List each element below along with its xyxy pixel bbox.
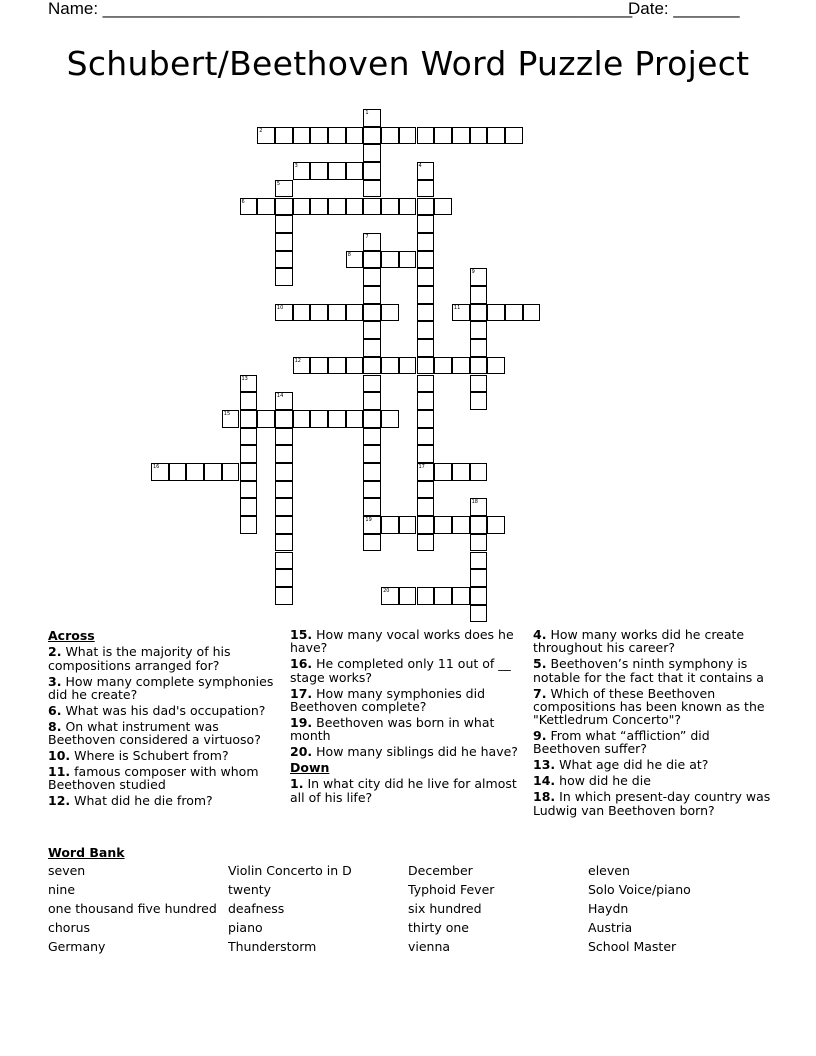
crossword-cell[interactable]	[275, 445, 293, 463]
crossword-cell[interactable]	[363, 127, 381, 145]
word-bank-item: piano	[228, 920, 263, 935]
crossword-cell[interactable]	[257, 410, 275, 428]
clue-number: 16	[153, 464, 160, 470]
word-bank-item: School Master	[588, 939, 677, 954]
across-clue-20: 20. How many siblings did he have?	[290, 744, 518, 760]
crossword-cell[interactable]	[240, 481, 258, 499]
clue-number: 9	[471, 269, 475, 276]
crossword-cell[interactable]	[275, 215, 293, 233]
crossword-cell[interactable]	[363, 428, 381, 446]
crossword-cell[interactable]	[363, 481, 381, 499]
crossword-cell[interactable]	[240, 375, 258, 393]
page-title: Schubert/Beethoven Word Puzzle Project	[66, 44, 750, 83]
crossword-cell[interactable]	[417, 304, 435, 322]
crossword-cell[interactable]	[310, 127, 328, 145]
crossword-cell[interactable]	[275, 534, 293, 552]
crossword-cell[interactable]	[434, 357, 452, 375]
across-clue-11: 11. famous composer with whom Beethoven studied	[48, 764, 259, 793]
crossword-cell[interactable]	[275, 428, 293, 446]
clue-number: 13	[241, 375, 248, 382]
clue-number: 8	[347, 251, 351, 258]
across-clue-19: 19. Beethoven was born in what month	[290, 714, 495, 744]
crossword-cell[interactable]	[363, 233, 381, 251]
crossword-cell[interactable]	[240, 410, 258, 428]
clue-number: 18	[471, 499, 478, 506]
word-bank-item: nine	[48, 882, 76, 897]
crossword-cell[interactable]	[275, 481, 293, 499]
crossword-cell[interactable]	[434, 463, 452, 481]
crossword-cell[interactable]	[275, 198, 293, 216]
crossword-cell[interactable]	[417, 233, 435, 251]
crossword-cell[interactable]	[275, 569, 293, 587]
down-heading: Down	[290, 760, 330, 776]
crossword-cell[interactable]	[487, 127, 505, 145]
crossword-cell[interactable]	[417, 516, 435, 534]
across-clue-15: 15. How many vocal works does he have?	[290, 627, 514, 656]
crossword-cell[interactable]	[417, 286, 435, 304]
across-clue-17: 17. How many symphonies did Beethoven complete?	[290, 685, 486, 714]
clue-number: 5	[276, 180, 281, 187]
crossword-cell[interactable]	[363, 198, 381, 216]
crossword-cell[interactable]	[293, 198, 311, 216]
crossword-cell[interactable]	[417, 463, 435, 481]
crossword-cell[interactable]	[470, 569, 488, 587]
clue-number: 2	[259, 127, 263, 134]
crossword-cell[interactable]	[417, 162, 435, 180]
clue-number: 14	[276, 393, 284, 400]
word-bank-column-4	[588, 863, 691, 958]
word-bank-item: seven	[48, 863, 86, 878]
crossword-cell[interactable]	[417, 375, 435, 393]
word-bank-item: thirty one	[408, 920, 469, 935]
crossword-cell[interactable]	[363, 180, 381, 198]
crossword-cell[interactable]	[417, 410, 435, 428]
crossword-cell[interactable]	[399, 587, 417, 605]
crossword-cell[interactable]	[275, 127, 293, 145]
clues-column-2	[290, 628, 524, 807]
crossword-cell[interactable]	[275, 410, 293, 428]
across-clue-16: 16. He completed only 11 out of __ stage works?	[290, 656, 511, 685]
word-bank-item: chorus	[48, 920, 91, 935]
crossword-cell[interactable]	[240, 445, 258, 463]
crossword-cell[interactable]	[363, 445, 381, 463]
down-clue-1: 1. In what city did he live for almost all of his life?	[290, 776, 517, 805]
crossword-cell[interactable]	[399, 357, 417, 375]
crossword-cell[interactable]	[275, 463, 293, 481]
crossword-cell[interactable]	[363, 251, 381, 269]
clues-column-3	[533, 628, 773, 820]
crossword-cell[interactable]	[328, 162, 346, 180]
crossword-cell[interactable]	[363, 268, 381, 286]
crossword-cell[interactable]	[417, 392, 435, 410]
crossword-cell[interactable]	[363, 339, 381, 357]
word-bank-item: one thousand five hundred	[48, 901, 217, 916]
crossword-cell[interactable]	[363, 109, 381, 127]
crossword-cell[interactable]	[452, 463, 470, 481]
across-clue-10: 10. Where is Schubert from?	[48, 748, 229, 764]
crossword-cell[interactable]	[257, 198, 275, 216]
crossword-cell[interactable]	[328, 198, 346, 216]
crossword-cell[interactable]	[346, 127, 364, 145]
clue-number: 3	[294, 163, 298, 170]
crossword-cell[interactable]	[363, 463, 381, 481]
crossword-cell[interactable]	[470, 587, 488, 605]
crossword-cell[interactable]	[275, 233, 293, 251]
crossword-cell[interactable]	[417, 498, 435, 516]
across-clue-6: 6. What was his dad's occupation?	[48, 702, 266, 718]
crossword-cell[interactable]	[505, 304, 523, 322]
crossword-cell[interactable]	[399, 251, 417, 269]
crossword-cell[interactable]	[470, 304, 488, 322]
crossword-cell[interactable]	[470, 357, 488, 375]
crossword-cell[interactable]	[363, 392, 381, 410]
down-clue-4: 4. How many works did he create throughout his career?	[533, 627, 745, 656]
crossword-cell[interactable]	[470, 321, 488, 339]
crossword-cell[interactable]	[470, 552, 488, 570]
date-label: Date: _______	[628, 0, 740, 18]
crossword-cell[interactable]	[381, 304, 399, 322]
crossword-cell[interactable]	[417, 587, 435, 605]
word-bank-item: Germany	[48, 939, 106, 954]
clue-number: 12	[294, 357, 301, 364]
crossword-cell[interactable]	[417, 428, 435, 446]
crossword-cell[interactable]	[434, 516, 452, 534]
crossword-cell[interactable]	[328, 410, 346, 428]
down-clue-18: 18. In which present-day country was Ludwig van Beethoven born?	[533, 789, 771, 818]
crossword-cell[interactable]	[399, 198, 417, 216]
crossword-cell[interactable]	[470, 605, 488, 623]
crossword-cell[interactable]	[470, 127, 488, 145]
clue-number: 7	[365, 233, 369, 240]
crossword-cell[interactable]	[275, 180, 293, 198]
crossword-cell[interactable]	[381, 357, 399, 375]
crossword-cell[interactable]	[434, 127, 452, 145]
crossword-cell[interactable]	[487, 516, 505, 534]
word-bank-item: Typhoid Fever	[408, 882, 495, 897]
word-bank-item: Thunderstorm	[228, 939, 317, 954]
clue-number: 19	[365, 517, 372, 524]
word-bank-item: Violin Concerto in D	[228, 863, 352, 878]
crossword-cell[interactable]	[346, 162, 364, 180]
word-bank-heading: Word Bank	[48, 845, 125, 860]
crossword-cell[interactable]	[240, 516, 258, 534]
crossword-cell[interactable]	[310, 162, 328, 180]
down-clue-13: 13. What age did he die at?	[533, 757, 709, 773]
crossword-cell[interactable]	[293, 410, 311, 428]
crossword-cell[interactable]	[452, 304, 470, 322]
crossword-cell[interactable]	[505, 127, 523, 145]
crossword-cell[interactable]	[204, 463, 222, 481]
crossword-cell[interactable]	[293, 162, 311, 180]
crossword-cell[interactable]	[523, 304, 541, 322]
crossword-cell[interactable]	[434, 198, 452, 216]
crossword-cell[interactable]	[452, 516, 470, 534]
crossword-cell[interactable]	[328, 357, 346, 375]
crossword-cell[interactable]	[470, 463, 488, 481]
down-clue-7: 7. Which of these Beethoven compositions has been known as the "Kettledrum Concerto"?	[533, 685, 765, 728]
word-bank-column-2	[228, 863, 352, 958]
crossword-cell[interactable]	[363, 534, 381, 552]
crossword-cell[interactable]	[470, 375, 488, 393]
crossword-cell[interactable]	[310, 410, 328, 428]
crossword-cell[interactable]	[381, 251, 399, 269]
crossword-cell[interactable]	[275, 304, 293, 322]
clue-number: 4	[418, 163, 422, 170]
crossword-cell[interactable]	[470, 392, 488, 410]
crossword-cell[interactable]	[470, 268, 488, 286]
crossword-cell[interactable]	[346, 198, 364, 216]
crossword-cell[interactable]	[452, 587, 470, 605]
crossword-cell[interactable]	[381, 198, 399, 216]
crossword-cell[interactable]	[417, 321, 435, 339]
word-bank-item: Haydn	[588, 901, 629, 916]
crossword-cell[interactable]	[470, 339, 488, 357]
crossword-cell[interactable]	[240, 463, 258, 481]
crossword-cell[interactable]	[275, 516, 293, 534]
down-clue-5: 5. Beethoven’s ninth symphony is notable for the fact that it contains a	[533, 656, 764, 685]
crossword-cell[interactable]	[363, 162, 381, 180]
crossword-cell[interactable]	[434, 587, 452, 605]
crossword-cell[interactable]	[470, 286, 488, 304]
clue-number: 6	[241, 198, 245, 205]
crossword-cell[interactable]	[328, 304, 346, 322]
word-bank-item: vienna	[408, 939, 451, 954]
crossword-cell[interactable]	[381, 516, 399, 534]
clue-number: 17	[418, 464, 425, 470]
crossword-cell[interactable]	[417, 127, 435, 145]
crossword-cell[interactable]	[293, 127, 311, 145]
crossword-cell[interactable]	[363, 144, 381, 162]
crossword-cell[interactable]	[452, 357, 470, 375]
crossword-cell[interactable]	[169, 463, 187, 481]
crossword-cell[interactable]	[310, 198, 328, 216]
crossword-cell[interactable]	[363, 304, 381, 322]
crossword-cell[interactable]	[240, 392, 258, 410]
crossword-cell[interactable]	[417, 215, 435, 233]
crossword-cell[interactable]	[487, 357, 505, 375]
crossword-cell[interactable]	[346, 304, 364, 322]
word-bank-item: eleven	[588, 863, 630, 878]
crossword-cell[interactable]	[399, 127, 417, 145]
crossword-cell[interactable]	[346, 410, 364, 428]
crossword-cell[interactable]	[222, 410, 240, 428]
across-clue-12: 12. What did he die from?	[48, 793, 213, 809]
across-clue-3: 3. How many complete symphonies did he create?	[48, 673, 274, 702]
word-bank-item: deafness	[228, 901, 285, 916]
across-heading: Across	[48, 628, 95, 643]
crossword-cell[interactable]	[346, 251, 364, 269]
crossword-cell[interactable]	[381, 127, 399, 145]
crossword-cell[interactable]	[470, 498, 488, 516]
down-clue-14: 14. how did he die	[533, 773, 651, 789]
name-label: Name: ________________________________________________________	[48, 0, 633, 18]
crossword-cell[interactable]	[328, 127, 346, 145]
word-bank-item: twenty	[228, 882, 272, 897]
crossword-cell[interactable]	[363, 286, 381, 304]
crossword-cell[interactable]	[240, 498, 258, 516]
crossword-cell[interactable]	[240, 198, 258, 216]
crossword-cell[interactable]	[417, 268, 435, 286]
across-clue-2: 2. What is the majority of his compositions arranged for?	[48, 644, 231, 673]
crossword-cell[interactable]	[417, 445, 435, 463]
crossword-cell[interactable]	[275, 268, 293, 286]
crossword-cell[interactable]	[363, 410, 381, 428]
clue-number: 1	[365, 110, 369, 116]
crossword-cell[interactable]	[310, 304, 328, 322]
crossword-cell[interactable]	[399, 516, 417, 534]
crossword-cell[interactable]	[487, 304, 505, 322]
word-bank-column-1	[48, 863, 217, 958]
crossword-cell[interactable]	[240, 428, 258, 446]
crossword-cell[interactable]	[275, 552, 293, 570]
crossword-cell[interactable]	[381, 587, 399, 605]
crossword-cell[interactable]	[186, 463, 204, 481]
crossword-cell[interactable]	[257, 127, 275, 145]
crossword-cell[interactable]	[363, 357, 381, 375]
word-bank-item: Austria	[588, 920, 633, 935]
clue-number: 11	[453, 304, 461, 311]
word-bank-item: six hundred	[408, 901, 482, 916]
crossword-cell[interactable]	[381, 410, 399, 428]
crossword-cell[interactable]	[275, 498, 293, 516]
crossword-cell[interactable]	[346, 357, 364, 375]
crossword-cell[interactable]	[417, 481, 435, 499]
crossword-cell[interactable]	[363, 498, 381, 516]
clue-number: 10	[276, 304, 284, 311]
crossword-cell[interactable]	[417, 180, 435, 198]
across-clue-8: 8. On what instrument was Beethoven considered a virtuoso?	[48, 718, 261, 748]
crossword-cell[interactable]	[293, 304, 311, 322]
crossword-cell[interactable]	[417, 357, 435, 375]
crossword-cell[interactable]	[310, 357, 328, 375]
crossword-cell[interactable]	[417, 251, 435, 269]
crossword-cell[interactable]	[470, 534, 488, 552]
crossword-cell[interactable]	[363, 375, 381, 393]
crossword-cell[interactable]	[417, 198, 435, 216]
word-bank-item: December	[408, 863, 473, 878]
crossword-cell[interactable]	[275, 392, 293, 410]
crossword-cell[interactable]	[452, 127, 470, 145]
crossword-cell[interactable]	[222, 463, 240, 481]
crossword-cell[interactable]	[363, 321, 381, 339]
clue-number: 15	[223, 410, 231, 417]
crossword-cell[interactable]	[275, 251, 293, 269]
crossword-cell[interactable]	[417, 339, 435, 357]
crossword-cell[interactable]	[417, 534, 435, 552]
word-bank-item: Solo Voice/piano	[588, 882, 691, 897]
down-clue-9: 9. From what “affliction” did Beethoven suffer?	[533, 728, 710, 757]
crossword-cell[interactable]	[470, 516, 488, 534]
crossword-cell[interactable]	[293, 357, 311, 375]
crossword-cell[interactable]	[363, 516, 381, 534]
clues-column-1	[48, 628, 280, 810]
crossword-cell[interactable]	[275, 587, 293, 605]
clue-number: 20	[383, 587, 390, 594]
crossword-cell[interactable]	[151, 463, 169, 481]
word-bank-column-3	[408, 863, 494, 958]
